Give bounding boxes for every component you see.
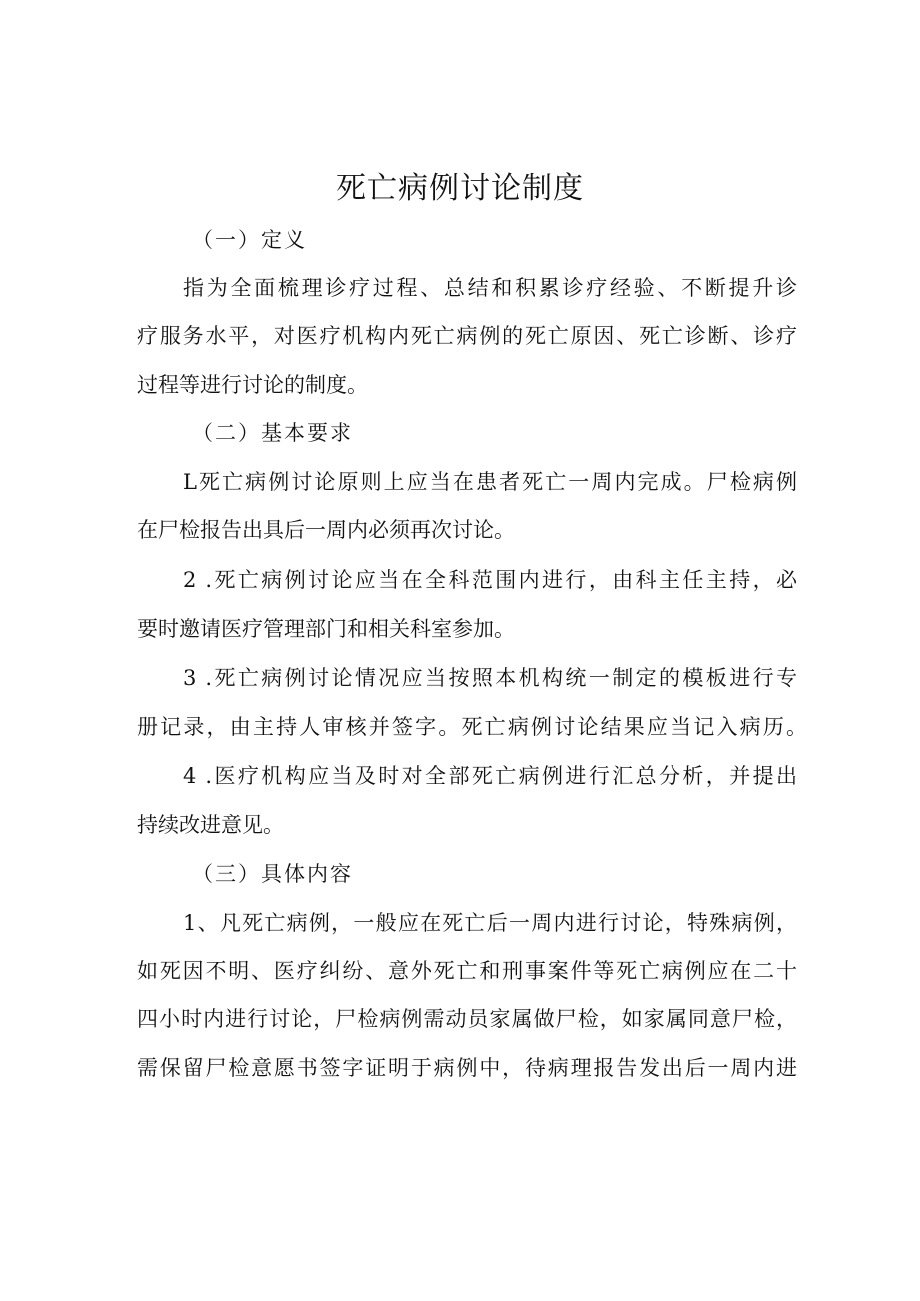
paragraph-line: 疗服务水平，对医疗机构内死亡病例的死亡原因、死亡诊断、诊疗 xyxy=(137,324,797,348)
section-heading-definition: （一）定义 xyxy=(192,228,307,252)
paragraph-line: 如死因不明、医疗纠纷、意外死亡和刑事案件等死亡病例应在二十 xyxy=(137,959,797,983)
paragraph-line: 4 .医疗机构应当及时对全部死亡病例进行汇总分析，并提出 xyxy=(183,764,797,788)
paragraph-line: 指为全面梳理诊疗过程、总结和积累诊疗经验、不断提升诊 xyxy=(183,276,797,300)
paragraph-line: 四小时内进行讨论，尸检病例需动员家属做尸检，如家属同意尸检， xyxy=(137,1007,797,1031)
paragraph-line: L死亡病例讨论原则上应当在患者死亡一周内完成。尸检病例 xyxy=(183,470,797,494)
paragraph-line: 3 .死亡病例讨论情况应当按照本机构统一制定的模板进行专 xyxy=(183,666,797,690)
paragraph-line: 1、凡死亡病例，一般应在死亡后一周内进行讨论，特殊病例， xyxy=(183,911,797,935)
paragraph-line: 在尸检报告出具后一周内必须再次讨论。 xyxy=(137,518,515,542)
paragraph-line: 持续改进意见。 xyxy=(137,813,284,837)
section-heading-basic-requirements: （二）基本要求 xyxy=(192,421,353,445)
paragraph-line: 册记录，由主持人审核并签字。死亡病例讨论结果应当记入病历。 xyxy=(137,715,807,739)
paragraph-line: 过程等进行讨论的制度。 xyxy=(137,373,368,397)
document-title: 死亡病例讨论制度 xyxy=(336,171,584,206)
section-heading-specific-content: （三）具体内容 xyxy=(192,862,353,886)
paragraph-line: 2 .死亡病例讨论应当在全科范围内进行，由科主任主持，必 xyxy=(183,568,797,592)
paragraph-line: 需保留尸检意愿书签字证明于病例中，待病理报告发出后一周内进 xyxy=(137,1056,797,1080)
paragraph-line: 要时邀请医疗管理部门和相关科室参加。 xyxy=(137,617,515,641)
